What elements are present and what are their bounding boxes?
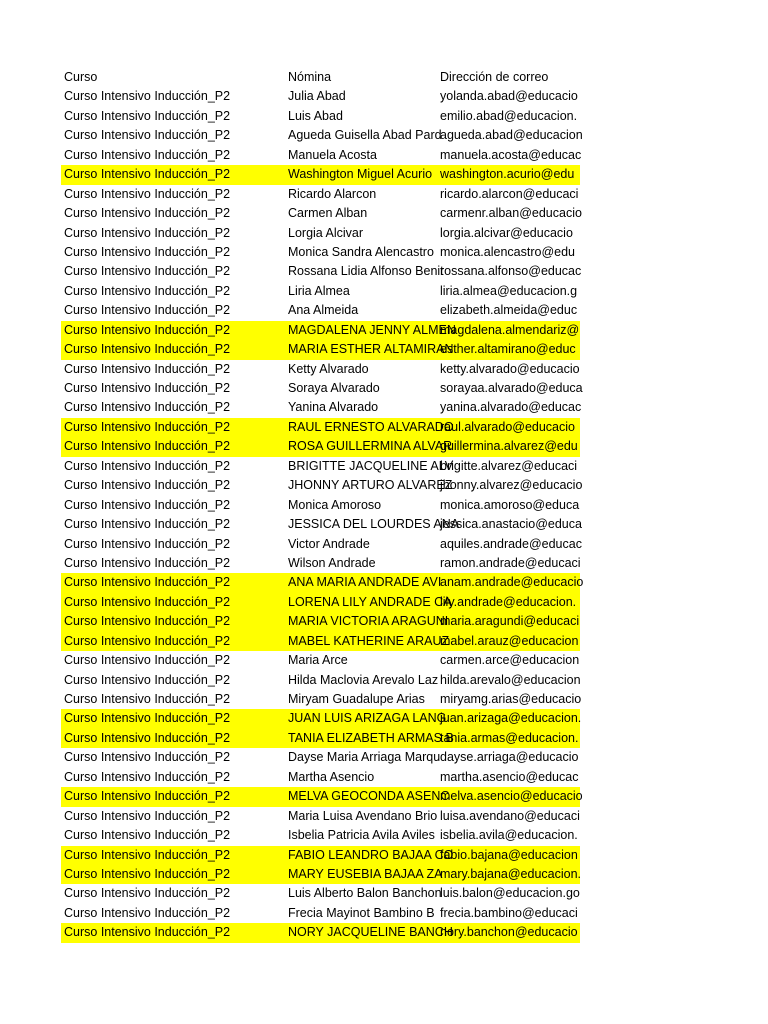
cell-nomina[interactable]: MAGDALENA JENNY ALMEN	[288, 322, 456, 337]
cell-correo[interactable]: brigitte.alvarez@educaci	[440, 458, 578, 473]
cell-correo[interactable]: frecia.bambino@educaci	[440, 905, 578, 920]
table-row	[61, 282, 580, 301]
cell-correo[interactable]: mabel.arauz@educacion	[440, 633, 579, 648]
cell-nomina[interactable]: Dayse Maria Arriaga Marqu	[288, 750, 441, 765]
cell-nomina[interactable]: FABIO LEANDRO BAJAA CO	[288, 847, 454, 862]
cell-curso[interactable]: Curso Intensivo Inducción_P2	[64, 808, 231, 823]
table-row	[61, 748, 580, 767]
cell-correo[interactable]: raul.alvarado@educacio	[440, 419, 575, 434]
cell-curso[interactable]: Curso Intensivo Inducción_P2	[64, 89, 231, 104]
cell-curso[interactable]: Curso Intensivo Inducción_P2	[64, 497, 231, 512]
cell-correo[interactable]: aquiles.andrade@educac	[440, 536, 582, 551]
table-row	[61, 107, 580, 126]
cell-curso[interactable]: Curso Intensivo Inducción_P2	[64, 225, 231, 240]
cell-curso[interactable]: Curso Intensivo Inducción_P2	[64, 789, 231, 804]
table-row	[61, 496, 580, 515]
cell-curso[interactable]: Curso Intensivo Inducción_P2	[64, 769, 231, 784]
cell-correo[interactable]: jhonny.alvarez@educacio	[440, 478, 583, 493]
cell-curso[interactable]: Curso Intensivo Inducción_P2	[64, 283, 231, 298]
cell-nomina[interactable]: RAUL ERNESTO ALVARADO	[288, 419, 454, 434]
cell-nomina[interactable]: Yanina Alvarado	[288, 400, 379, 415]
table-body	[61, 87, 584, 942]
cell-curso[interactable]: Curso Intensivo Inducción_P2	[64, 536, 231, 551]
table-row	[61, 554, 580, 573]
cell-correo[interactable]: lorgia.alcivar@educacio	[440, 225, 573, 240]
cell-curso[interactable]: Curso Intensivo Inducción_P2	[64, 575, 231, 590]
cell-nomina[interactable]: Lorgia Alcivar	[288, 225, 364, 240]
cell-curso[interactable]: Curso Intensivo Inducción_P2	[64, 555, 231, 570]
cell-correo[interactable]: sorayaa.alvarado@educa	[440, 381, 583, 395]
cell-correo[interactable]: elizabeth.almeida@educ	[440, 303, 578, 318]
cell-curso[interactable]: Curso Intensivo Inducción_P2	[64, 381, 231, 395]
cell-correo[interactable]: fabio.bajana@educacion	[440, 847, 578, 862]
cell-nomina[interactable]: Ricardo Alarcon	[288, 186, 377, 201]
cell-nomina[interactable]: MARIA ESTHER ALTAMIRAN	[288, 342, 454, 357]
cell-correo[interactable]: liria.almea@educacion.g	[440, 283, 578, 298]
header-nomina[interactable]: Nómina	[288, 70, 332, 84]
cell-nomina[interactable]: Isbelia Patricia Avila Aviles	[288, 828, 435, 843]
cell-correo[interactable]: isbelia.avila@educacion.	[440, 828, 578, 843]
cell-nomina[interactable]: Ana Almeida	[288, 303, 359, 318]
header-row	[61, 68, 580, 87]
cell-correo[interactable]: guillermina.alvarez@edu	[440, 439, 578, 454]
table-row	[61, 457, 580, 476]
table-row	[61, 476, 583, 495]
cell-correo[interactable]: luisa.avendano@educaci	[440, 808, 580, 823]
cell-curso[interactable]: Curso Intensivo Inducción_P2	[64, 750, 231, 765]
cell-curso[interactable]: Curso Intensivo Inducción_P2	[64, 108, 231, 123]
cell-curso[interactable]: Curso Intensivo Inducción_P2	[64, 361, 231, 376]
table-row	[61, 146, 580, 165]
cell-nomina[interactable]: Ketty Alvarado	[288, 361, 369, 376]
cell-correo[interactable]: manuela.acosta@educac	[440, 147, 582, 162]
cell-nomina[interactable]: Monica Amoroso	[288, 497, 382, 512]
cell-nomina[interactable]: JHONNY ARTURO ALVAREZ	[288, 478, 453, 493]
cell-nomina[interactable]: MARIA VICTORIA ARAGUNI	[288, 614, 449, 629]
cell-correo[interactable]: lily.andrade@educacion.	[440, 594, 577, 609]
cell-correo[interactable]: emilio.abad@educacion.	[440, 108, 578, 123]
table-row	[61, 846, 580, 865]
cell-curso[interactable]: Curso Intensivo Inducción_P2	[64, 905, 231, 920]
cell-curso[interactable]: Curso Intensivo Inducción_P2	[64, 400, 231, 415]
table-row	[61, 340, 580, 359]
cell-nomina[interactable]: MABEL KATHERINE ARAUZ	[288, 633, 450, 648]
cell-correo[interactable]: esther.altamirano@educ	[440, 342, 576, 357]
cell-correo[interactable]: jessica.anastacio@educa	[440, 517, 582, 532]
cell-nomina[interactable]: Victor Andrade	[288, 536, 370, 551]
table-row	[61, 262, 580, 281]
cell-nomina[interactable]: Martha Asencio	[288, 769, 375, 784]
cell-curso[interactable]: Curso Intensivo Inducción_P2	[64, 866, 231, 881]
cell-correo[interactable]: nory.banchon@educacio	[440, 925, 578, 940]
cell-curso[interactable]: Curso Intensivo Inducción_P2	[64, 342, 231, 357]
cell-correo[interactable]: miryamg.arias@educacio	[440, 692, 582, 706]
cell-nomina[interactable]: Luis Abad	[288, 108, 343, 123]
cell-curso[interactable]: Curso Intensivo Inducción_P2	[64, 886, 231, 901]
cell-correo[interactable]: maria.aragundi@educaci	[440, 614, 580, 629]
cell-curso[interactable]: Curso Intensivo Inducción_P2	[64, 478, 231, 493]
cell-nomina[interactable]: Maria Arce	[288, 653, 348, 668]
table-row	[61, 593, 580, 612]
table-row	[61, 398, 580, 417]
table-row	[61, 690, 580, 709]
cell-curso[interactable]: Curso Intensivo Inducción_P2	[64, 614, 231, 629]
table-row	[61, 437, 580, 456]
cell-curso[interactable]: Curso Intensivo Inducción_P2	[64, 128, 231, 143]
cell-curso[interactable]: Curso Intensivo Inducción_P2	[64, 303, 231, 318]
cell-correo[interactable]: ricardo.alarcon@educaci	[440, 186, 579, 201]
cell-curso[interactable]: Curso Intensivo Inducción_P2	[64, 847, 231, 862]
cell-nomina[interactable]: NORY JACQUELINE BANCH	[288, 925, 453, 940]
table-row	[61, 787, 583, 806]
cell-curso[interactable]: Curso Intensivo Inducción_P2	[64, 730, 231, 745]
cell-nomina[interactable]: Monica Sandra Alencastro	[288, 244, 434, 259]
table-row	[61, 301, 580, 320]
table-row	[61, 535, 580, 554]
table-row	[61, 865, 580, 884]
cell-correo[interactable]: monica.alencastro@edu	[440, 244, 575, 259]
cell-curso[interactable]: Curso Intensivo Inducción_P2	[64, 458, 231, 473]
cell-correo[interactable]: melva.asencio@educacio	[440, 789, 583, 804]
cell-correo[interactable]: dayse.arriaga@educacio	[440, 750, 579, 765]
cell-nomina[interactable]: Frecia Mayinot Bambino B	[288, 905, 435, 920]
table-row	[61, 224, 580, 243]
table-row	[61, 709, 580, 728]
cell-correo[interactable]: magdalena.almendariz@	[440, 322, 580, 337]
table-row	[61, 87, 580, 106]
cell-correo[interactable]: carmenr.alban@educacio	[440, 206, 582, 221]
cell-correo[interactable]: yolanda.abad@educacio	[440, 89, 578, 104]
cell-nomina[interactable]: ANA MARIA ANDRADE AVI	[288, 575, 442, 590]
cell-nomina[interactable]: Agueda Guisella Abad Pard	[288, 128, 442, 143]
table-row	[61, 826, 580, 845]
cell-correo[interactable]: ketty.alvarado@educacio	[440, 361, 580, 376]
table-row	[61, 185, 580, 204]
cell-nomina[interactable]: Hilda Maclovia Arevalo Laz	[288, 672, 439, 687]
table-row	[61, 768, 580, 787]
cell-curso[interactable]: Curso Intensivo Inducción_P2	[64, 517, 231, 532]
table-row	[61, 204, 580, 223]
table-row	[61, 321, 580, 340]
cell-curso[interactable]: Curso Intensivo Inducción_P2	[64, 633, 231, 648]
cell-curso[interactable]: Curso Intensivo Inducción_P2	[64, 653, 231, 668]
cell-nomina[interactable]: TANIA ELIZABETH ARMAS B	[288, 730, 454, 745]
cell-curso[interactable]: Curso Intensivo Inducción_P2	[64, 206, 231, 221]
cell-nomina[interactable]: BRIGITTE JACQUELINE ALV	[288, 458, 454, 473]
table-row	[61, 515, 580, 534]
cell-correo[interactable]: tania.armas@educacion.	[440, 730, 579, 745]
cell-nomina[interactable]: Rossana Lidia Alfonso Benit	[288, 264, 444, 279]
table-row	[61, 243, 580, 262]
cell-curso[interactable]: Curso Intensivo Inducción_P2	[64, 322, 231, 337]
cell-curso[interactable]: Curso Intensivo Inducción_P2	[64, 244, 231, 259]
cell-correo[interactable]: ramon.andrade@educaci	[440, 555, 581, 570]
cell-correo[interactable]: monica.amoroso@educa	[440, 497, 580, 512]
cell-correo[interactable]: anam.andrade@educacio	[440, 575, 584, 590]
cell-correo[interactable]: agueda.abad@educacion	[440, 128, 583, 143]
cell-nomina[interactable]: Washington Miguel Acurio	[288, 167, 433, 182]
table-row	[61, 165, 580, 184]
cell-correo[interactable]: mary.bajana@educacion.	[440, 866, 582, 881]
cell-nomina[interactable]: MARY EUSEBIA BAJAA ZA	[288, 866, 443, 881]
cell-nomina[interactable]: Carmen Alban	[288, 206, 368, 221]
cell-correo[interactable]: washington.acurio@edu	[440, 167, 575, 182]
cell-nomina[interactable]: Luis Alberto Balon Banchon	[288, 886, 442, 901]
cell-nomina[interactable]: Liria Almea	[288, 283, 350, 298]
cell-nomina[interactable]: Maria Luisa Avendano Brio	[288, 808, 438, 823]
cell-curso[interactable]: Curso Intensivo Inducción_P2	[64, 186, 231, 201]
cell-nomina[interactable]: Soraya Alvarado	[288, 381, 380, 395]
table-row	[61, 126, 583, 145]
cell-curso[interactable]: Curso Intensivo Inducción_P2	[64, 711, 231, 726]
header-correo[interactable]: Dirección de correo	[440, 70, 549, 84]
table-row	[61, 729, 580, 748]
cell-nomina[interactable]: LORENA LILY ANDRADE CA	[288, 594, 452, 609]
cell-correo[interactable]: hilda.arevalo@educacion	[440, 672, 581, 687]
cell-nomina[interactable]: Miryam Guadalupe Arias	[288, 692, 425, 706]
spreadsheet	[61, 68, 584, 943]
header-curso[interactable]: Curso	[64, 70, 98, 84]
cell-curso[interactable]: Curso Intensivo Inducción_P2	[64, 828, 231, 843]
table-row	[61, 904, 580, 923]
cell-curso[interactable]: Curso Intensivo Inducción_P2	[64, 672, 231, 687]
table-row	[61, 671, 580, 690]
cell-nomina[interactable]: JUAN LUIS ARIZAGA LANG	[288, 711, 447, 726]
table-row	[61, 923, 580, 942]
table-row	[61, 632, 580, 651]
cell-correo[interactable]: martha.asencio@educac	[440, 769, 579, 784]
table-row	[61, 379, 583, 398]
cell-correo[interactable]: rossana.alfonso@educac	[440, 264, 582, 279]
table-row	[61, 884, 580, 903]
cell-curso[interactable]: Curso Intensivo Inducción_P2	[64, 264, 231, 279]
cell-correo[interactable]: yanina.alvarado@educac	[440, 400, 582, 415]
table-row	[61, 418, 580, 437]
table-row	[61, 807, 580, 826]
table-row	[61, 651, 580, 670]
cell-curso[interactable]: Curso Intensivo Inducción_P2	[64, 439, 231, 454]
cell-curso[interactable]: Curso Intensivo Inducción_P2	[64, 167, 231, 182]
cell-correo[interactable]: carmen.arce@educacion	[440, 653, 580, 668]
cell-nomina[interactable]: Wilson Andrade	[288, 555, 376, 570]
cell-nomina[interactable]: MELVA GEOCONDA ASENC	[288, 789, 450, 804]
cell-nomina[interactable]: ROSA GUILLERMINA ALVAR	[288, 439, 453, 454]
cell-curso[interactable]: Curso Intensivo Inducción_P2	[64, 594, 231, 609]
table-row	[61, 573, 584, 592]
cell-curso[interactable]: Curso Intensivo Inducción_P2	[64, 692, 231, 706]
cell-correo[interactable]: luis.balon@educacion.go	[440, 886, 580, 901]
cell-curso[interactable]: Curso Intensivo Inducción_P2	[64, 419, 231, 434]
table-row	[61, 612, 580, 631]
cell-nomina[interactable]: Manuela Acosta	[288, 147, 377, 162]
cell-curso[interactable]: Curso Intensivo Inducción_P2	[64, 147, 231, 162]
cell-nomina[interactable]: Julia Abad	[288, 89, 346, 104]
table-row	[61, 360, 580, 379]
cell-curso[interactable]: Curso Intensivo Inducción_P2	[64, 925, 231, 940]
cell-correo[interactable]: juan.arizaga@educacion.	[440, 711, 582, 726]
cell-nomina[interactable]: JESSICA DEL LOURDES ANA	[288, 517, 460, 532]
